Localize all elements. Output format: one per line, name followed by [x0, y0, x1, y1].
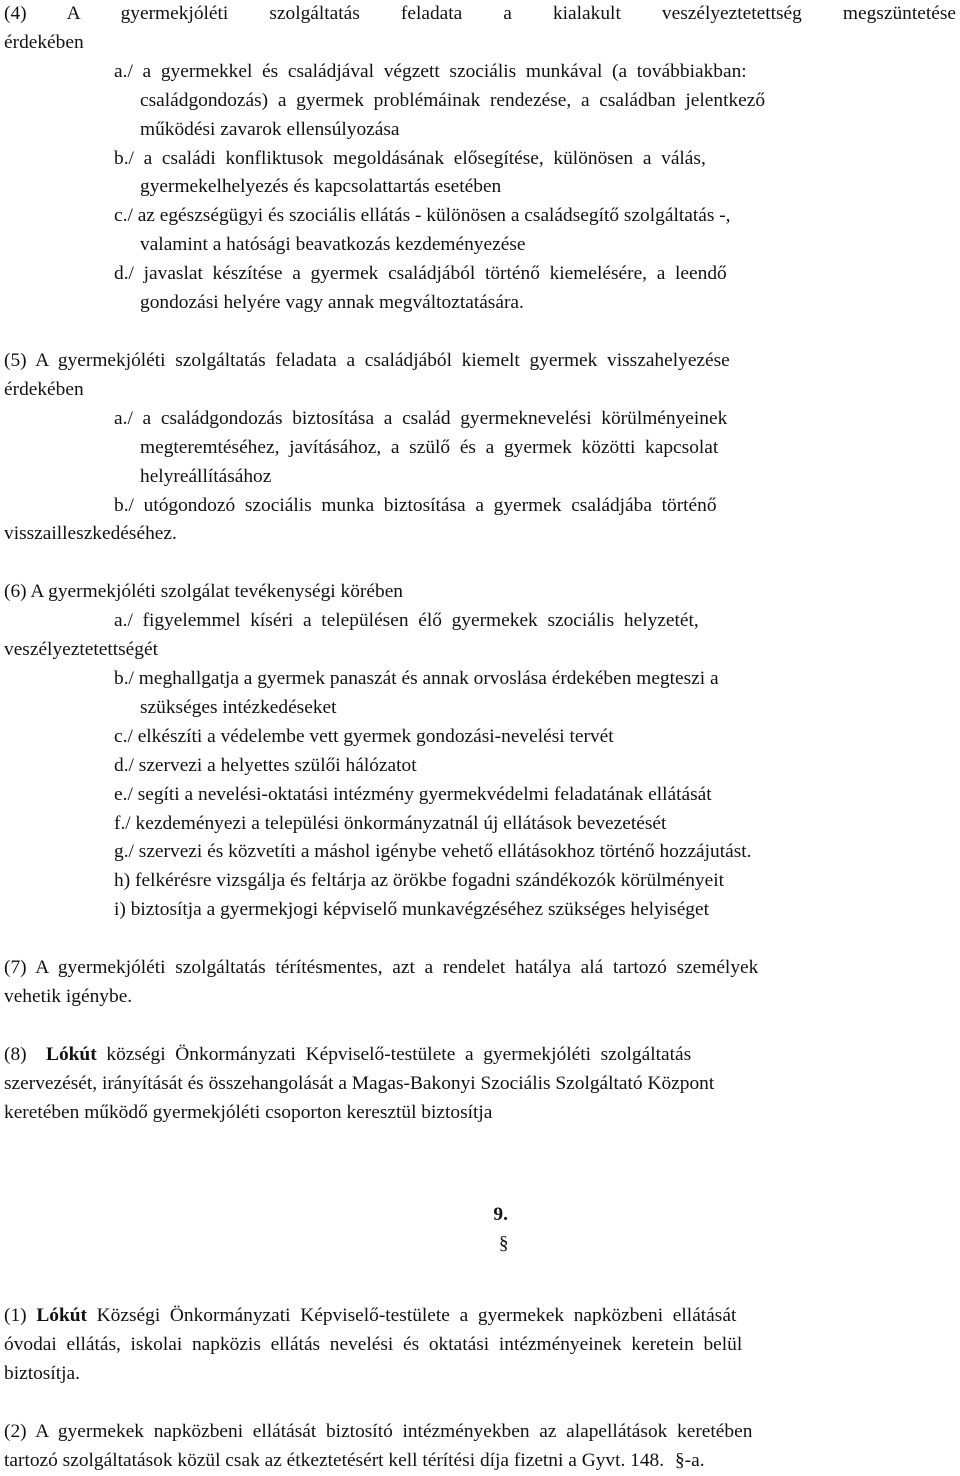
- p5-item-b-line-1: b./ utógondozó szociális munka biztosítása a gyermek családjába történő: [114, 494, 717, 516]
- p6-item-b-line-2: szükséges intézkedéseket: [140, 696, 337, 718]
- p4-item-b-line-2: gyermekelhelyezés és kapcsolattartás esetében: [140, 176, 502, 198]
- p5-item-b-line-2: visszailleszkedéséhez.: [4, 523, 177, 545]
- s9-paragraph-1-number: (1): [4, 1305, 37, 1327]
- p6-item-f: f./ kezdeményezi a települési önkormányzatnál új ellátások bevezetését: [114, 812, 667, 834]
- paragraph-8-line-1: [4, 1041, 956, 1070]
- municipality-name: Lókút: [36, 1305, 87, 1327]
- p4-item-d-line-2: gondozási helyére vagy annak megváltoztatására.: [140, 292, 524, 314]
- p6-item-g: g./ szervezi és közvetíti a máshol igénybe vehető ellátásokhoz történő hozzájutást.: [114, 841, 752, 863]
- section-9-paragraph-2: [4, 1418, 956, 1476]
- municipality-name: Lókút: [46, 1044, 97, 1065]
- paragraph-5: [4, 347, 956, 549]
- paragraph-7-line-2: vehetik igénybe.: [4, 986, 133, 1008]
- p6-item-a-line-1: a./ figyelemmel kíséri a településen élő gyermekek szociális helyzetét,: [114, 610, 699, 632]
- s9-paragraph-1-line-2: óvodai ellátás, iskolai napközis ellátás nevelési és oktatási intézményeinek keretein belül: [4, 1334, 743, 1356]
- paragraph-5-intro-line-2: érdekében: [4, 378, 84, 400]
- section-number: 9.: [493, 1203, 508, 1225]
- paragraph-8: [4, 1041, 956, 1128]
- p6-item-i: i) biztosítja a gyermekjogi képviselő munkavégzéséhez szükséges helyiséget: [114, 899, 709, 921]
- s9-paragraph-1-line-1-rest: Községi Önkormányzati Képviselő-testülete a gyermekek napközbeni ellátását: [86, 1305, 737, 1327]
- paragraph-7-line-1: (7) A gyermekjóléti szolgáltatás térítésmentes, azt a rendelet hatálya alá tartozó személyek: [4, 957, 759, 979]
- paragraph-6-intro: (6) A gyermekjóléti szolgálat tevékenységi körében: [4, 581, 403, 603]
- paragraph-4-intro-line-1: (4) A gyermekjóléti szolgáltatás feladata a kialakult veszélyeztetettség megszüntetése: [4, 3, 956, 24]
- paragraph-8-line-3: keretében működő gyermekjóléti csoporton keresztül biztosítja: [4, 1101, 493, 1123]
- p6-item-c: c./ elkészíti a védelembe vett gyermek gondozási-nevelési tervét: [114, 725, 614, 747]
- s9-paragraph-2-line-2-end: -a.: [684, 1449, 705, 1471]
- s9-paragraph-2-line-2: [4, 1447, 956, 1476]
- p4-item-a-line-1: a./ a gyermekkel és családjával végzett szociális munkával (a továbbiakban:: [114, 60, 747, 82]
- paragraph-8-number: (8): [4, 1044, 47, 1065]
- section-heading: [4, 1172, 956, 1288]
- p6-item-a-line-2: veszélyeztetettségét: [4, 639, 158, 661]
- p5-item-a-line-1: a./ a családgondozás biztosítása a család gyermeknevelési körülményeinek: [114, 407, 728, 429]
- section-mark: §: [498, 1232, 509, 1254]
- s9-paragraph-2-line-2-text: tartozó szolgáltatások közül csak az étkeztetésért kell térítési díja fizetni a Gyvt. 148.: [4, 1449, 669, 1471]
- p6-item-h: h) felkérésre vizsgálja és feltárja az örökbe fogadni szándékozók körülményeit: [114, 870, 725, 892]
- p6-item-d: d./ szervezi a helyettes szülői hálózatot: [114, 754, 417, 776]
- paragraph-7: [4, 954, 956, 1012]
- section-mark: §: [674, 1449, 685, 1471]
- s9-paragraph-1-line-3: biztosítja.: [4, 1363, 80, 1385]
- paragraph-4-intro-line-2: érdekében: [4, 31, 84, 53]
- section-9-paragraph-1: [4, 1302, 956, 1389]
- p4-item-d-line-1: d./ javaslat készítése a gyermek családjából történő kiemelésére, a leendő: [114, 263, 727, 285]
- p4-item-c-line-1: c./ az egészségügyi és szociális ellátás - különösen a családsegítő szolgáltatás -,: [114, 205, 731, 227]
- p4-item-a-line-2: családgondozás) a gyermek problémáinak rendezése, a családban jelentkező: [140, 89, 766, 111]
- paragraph-8-line-1-rest: községi Önkormányzati Képviselő-testülete a gyermekjóléti szolgáltatás: [96, 1044, 692, 1065]
- p4-item-b-line-1: b./ a családi konfliktusok megoldásának elősegítése, különösen a válás,: [114, 147, 706, 169]
- paragraph-4: [4, 0, 956, 318]
- s9-paragraph-2-line-1: (2) A gyermekek napközbeni ellátását biztosító intézményekben az alapellátások keretében: [4, 1421, 753, 1443]
- p6-item-e: e./ segíti a nevelési-oktatási intézmény gyermekvédelmi feladatának ellátását: [114, 783, 712, 805]
- p5-item-a-line-2: megteremtéséhez, javításához, a szülő és a gyermek közötti kapcsolat: [140, 436, 719, 458]
- paragraph-5-intro-line-1: (5) A gyermekjóléti szolgáltatás feladata a családjából kiemelt gyermek visszahelyezése: [4, 349, 730, 371]
- p6-item-b-line-1: b./ meghallgatja a gyermek panaszát és annak orvoslása érdekében megteszi a: [114, 668, 719, 690]
- p5-item-a-line-3: helyreállításához: [140, 465, 272, 487]
- p4-item-a-line-3: működési zavarok ellensúlyozása: [140, 118, 400, 140]
- p4-item-c-line-2: valamint a hatósági beavatkozás kezdeményezése: [140, 234, 526, 256]
- s9-paragraph-1-line-1: [4, 1302, 956, 1331]
- paragraph-8-line-2: szervezését, irányítását és összehangolását a Magas-Bakonyi Szociális Szolgáltató Központ: [4, 1072, 715, 1094]
- paragraph-6: [4, 578, 956, 925]
